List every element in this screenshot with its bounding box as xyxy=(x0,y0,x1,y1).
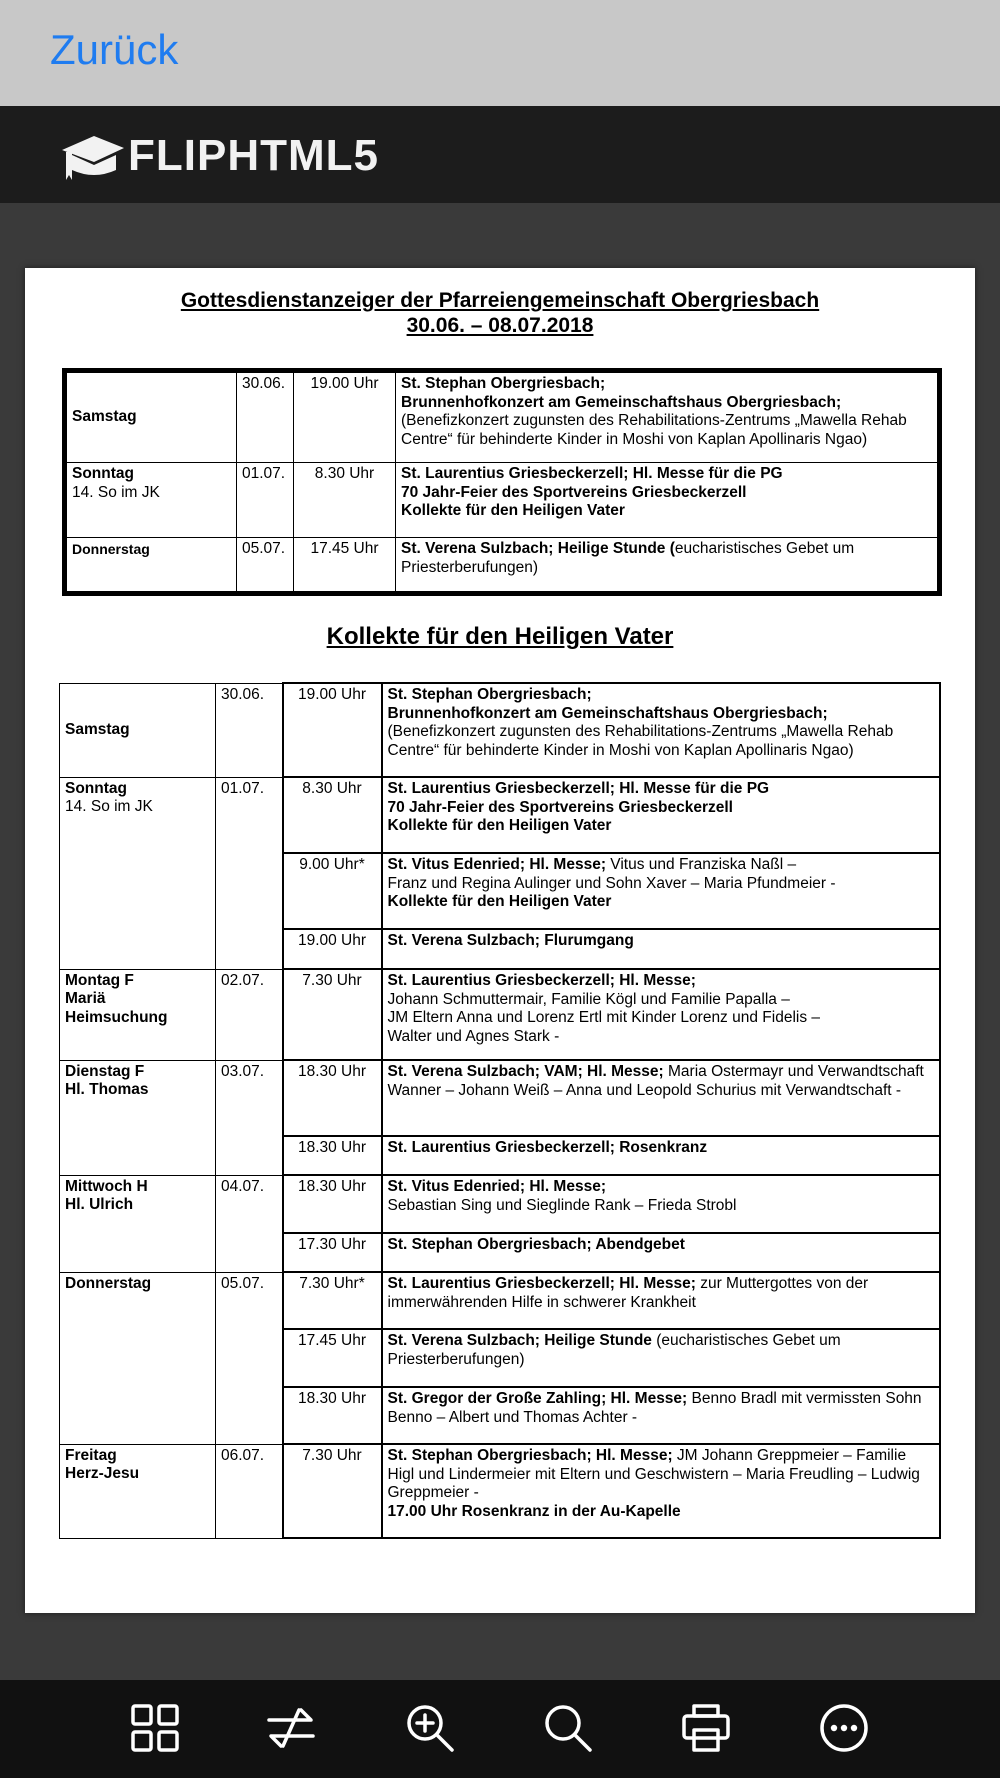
date-cell: 02.07. xyxy=(216,969,283,1060)
date-cell: 01.07. xyxy=(237,463,294,538)
description-cell xyxy=(382,1272,941,1329)
description-text: Benno Bradl mit vermissten Sohn Benno – Albert und Thomas Achter - xyxy=(387,1390,922,1426)
table-row xyxy=(60,969,941,1060)
graduation-cap-logo-icon xyxy=(58,130,128,186)
day-cell: Donnerstag xyxy=(65,1274,152,1292)
section-title: Kollekte für den Heiligen Vater xyxy=(326,623,674,650)
table-row xyxy=(60,777,941,853)
table-row xyxy=(60,1444,941,1538)
date-cell: 03.07. xyxy=(216,1060,283,1175)
description-cell xyxy=(382,1175,941,1233)
service-schedule-table xyxy=(59,682,941,1539)
description-text: eucharistisches Gebet um Priesterberufungen) xyxy=(401,540,855,576)
description-text: (Benefizkonzert zugunsten des Rehabilitations-Zentrums „Mawella Rehab Centre“ für behinderte Kinder in Moshi von Kaplan Apollinaris Ngao) xyxy=(387,723,894,759)
description-cell xyxy=(382,1136,941,1175)
table-row xyxy=(65,463,940,538)
description-cell xyxy=(396,371,940,463)
description-text: Johann Schmuttermair, Familie Kögl und Familie Papalla – JM Eltern Anna und Lorenz Ertl mit Kinder Lorenz und Fidelis – Walter und Agnes Stark - xyxy=(387,990,821,1045)
description-text: Sebastian Sing und Sieglinde Rank – Frieda Strobl xyxy=(387,1196,737,1214)
more-icon[interactable] xyxy=(818,1702,870,1754)
description-bold: St. Verena Sulzbach; Flurumgang xyxy=(387,932,634,949)
document-date-range: 30.06. – 08.07.2018 xyxy=(406,314,594,337)
schedule-summary-table xyxy=(62,368,942,596)
table-row xyxy=(65,538,940,594)
day-cell: Samstag xyxy=(72,408,137,426)
day-subtitle: 14. So im JK xyxy=(72,483,160,501)
time-cell: 17.45 Uhr xyxy=(294,538,396,594)
document-title: Gottesdienstanzeiger der Pfarreiengemeinschaft Obergriesbach xyxy=(180,289,820,312)
time-cell: 18.30 Uhr xyxy=(283,1387,382,1444)
description-cell xyxy=(382,683,941,777)
day-cell: Sonntag xyxy=(65,779,127,797)
description-text: Vitus und Franziska Naßl – Franz und Regina Aulinger und Sohn Xaver – Maria Pfundmeier - xyxy=(387,856,836,892)
description-bold: St. Laurentius Griesbeckerzell; Hl. Messe für die PG 70 Jahr-Feier des Sportvereins Griesbeckerzell Kollekte für den Heiligen Vater xyxy=(387,780,770,835)
description-cell xyxy=(382,1233,941,1272)
day-cell: Montag F Mariä Heimsuchung xyxy=(65,971,168,1026)
description-cell xyxy=(396,463,940,538)
description-text: (Benefizkonzert zugunsten des Rehabilitations-Zentrums „Mawella Rehab Centre“ für behinderte Kinder in Moshi von Kaplan Apollinaris Ngao) xyxy=(401,412,907,448)
time-cell: 8.30 Uhr xyxy=(294,463,396,538)
description-cell xyxy=(382,777,941,853)
document-page xyxy=(25,268,975,1613)
description-text: zur Muttergottes von der immerwährenden Hilfe in schwerer Krankheit xyxy=(387,1275,869,1311)
day-cell: Samstag xyxy=(65,720,130,738)
date-cell: 05.07. xyxy=(237,538,294,594)
description-text: (eucharistisches Gebet um Priesterberufungen) xyxy=(387,1332,841,1368)
date-cell: 01.07. xyxy=(216,777,283,969)
description-cell xyxy=(382,1387,941,1444)
description-bold: St. Verena Sulzbach; Heilige Stunde xyxy=(387,1332,652,1349)
print-icon[interactable] xyxy=(680,1702,732,1754)
date-cell: 30.06. xyxy=(216,683,283,777)
page-flip-icon[interactable] xyxy=(265,1702,317,1754)
day-cell: Sonntag xyxy=(72,465,134,482)
description-bold-2: Kollekte für den Heiligen Vater xyxy=(387,893,612,911)
day-cell: Dienstag F Hl. Thomas xyxy=(65,1062,149,1099)
time-cell: 7.30 Uhr xyxy=(283,1444,382,1538)
day-cell: Freitag Herz-Jesu xyxy=(65,1446,140,1483)
description-text: Maria Ostermayr und Verwandtschaft Wanner – Johann Weiß – Anna und Leopold Schurius mit Verwandtschaft - xyxy=(387,1063,924,1099)
description-bold-2: 17.00 Uhr Rosenkranz in der Au-Kapelle xyxy=(387,1502,681,1520)
time-cell: 18.30 Uhr xyxy=(283,1136,382,1175)
time-cell: 7.30 Uhr xyxy=(283,969,382,1060)
table-row xyxy=(65,371,940,463)
description-bold: St. Laurentius Griesbeckerzell; Hl. Messe; xyxy=(387,972,696,989)
description-cell xyxy=(382,929,941,969)
description-bold: St. Laurentius Griesbeckerzell; Hl. Messe; xyxy=(387,1275,696,1292)
table-row xyxy=(60,1060,941,1136)
description-bold: St. Stephan Obergriesbach; Brunnenhofkonzert am Gemeinschaftshaus Obergriesbach; xyxy=(387,686,828,722)
description-bold: St. Vitus Edenried; Hl. Messe; xyxy=(387,1178,606,1195)
time-cell: 18.30 Uhr xyxy=(283,1175,382,1233)
thumbnails-icon[interactable] xyxy=(129,1702,181,1754)
time-cell: 8.30 Uhr xyxy=(283,777,382,853)
zoom-in-icon[interactable] xyxy=(404,1702,456,1754)
brand-name: FLIPHTML5 xyxy=(128,131,379,180)
table-row xyxy=(60,683,941,777)
day-cell: Mittwoch H Hl. Ulrich xyxy=(65,1177,148,1214)
description-cell xyxy=(382,1329,941,1387)
time-cell: 19.00 Uhr xyxy=(294,371,396,463)
description-bold: St. Gregor der Große Zahling; Hl. Messe; xyxy=(387,1390,688,1407)
time-cell: 17.30 Uhr xyxy=(283,1233,382,1272)
description-bold: St. Stephan Obergriesbach; Abendgebet xyxy=(387,1236,685,1253)
description-cell xyxy=(382,969,941,1060)
table-row xyxy=(60,1175,941,1233)
day-cell: Donnerstag xyxy=(72,541,150,557)
description-text: JM Johann Greppmeier – Familie Higl und Lindermeier mit Eltern und Geschwistern – Maria Freudling – Ludwig Greppmeier - xyxy=(387,1447,920,1502)
date-cell: 06.07. xyxy=(216,1444,283,1538)
description-bold: St. Verena Sulzbach; VAM; Hl. Messe; xyxy=(387,1063,664,1080)
day-subtitle: 14. So im JK xyxy=(65,798,153,816)
description-cell xyxy=(396,538,940,594)
description-cell xyxy=(382,1060,941,1136)
time-cell: 9.00 Uhr* xyxy=(283,853,382,929)
time-cell: 18.30 Uhr xyxy=(283,1060,382,1136)
time-cell: 19.00 Uhr xyxy=(283,683,382,777)
description-bold: St. Verena Sulzbach; Heilige Stunde ( xyxy=(401,540,675,557)
description-bold: St. Stephan Obergriesbach; Brunnenhofkonzert am Gemeinschaftshaus Obergriesbach; xyxy=(401,375,842,411)
time-cell: 17.45 Uhr xyxy=(283,1329,382,1387)
description-cell xyxy=(382,853,941,929)
back-button[interactable]: Zurück xyxy=(50,26,179,73)
description-cell xyxy=(382,1444,941,1538)
search-icon[interactable] xyxy=(542,1702,594,1754)
date-cell: 04.07. xyxy=(216,1175,283,1272)
description-bold: St. Laurentius Griesbeckerzell; Hl. Messe für die PG 70 Jahr-Feier des Sportvereins Griesbeckerzell Kollekte für den Heiligen Vater xyxy=(401,465,783,520)
description-bold: St. Laurentius Griesbeckerzell; Rosenkranz xyxy=(387,1139,708,1156)
table-row xyxy=(60,1272,941,1329)
time-cell: 7.30 Uhr* xyxy=(283,1272,382,1329)
description-bold: St. Stephan Obergriesbach; Hl. Messe; xyxy=(387,1447,673,1464)
time-cell: 19.00 Uhr xyxy=(283,929,382,969)
date-cell: 05.07. xyxy=(216,1272,283,1444)
date-cell: 30.06. xyxy=(237,371,294,463)
description-bold: St. Vitus Edenried; Hl. Messe; xyxy=(387,856,606,873)
